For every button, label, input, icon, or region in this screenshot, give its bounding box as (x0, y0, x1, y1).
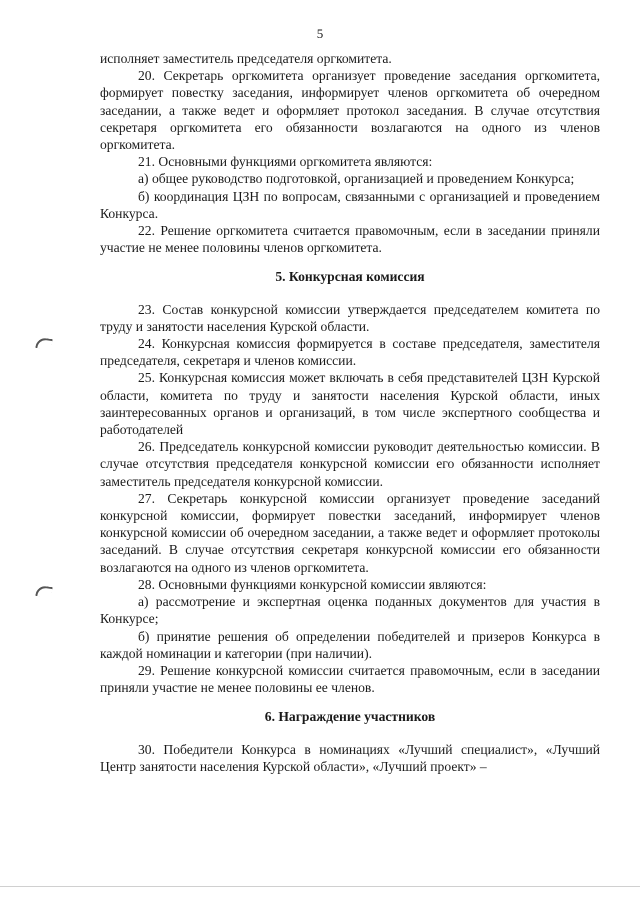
hole-punch-mark (35, 337, 52, 350)
hole-punch-mark (35, 585, 52, 598)
paragraph-23: 23. Состав конкурсной комиссии утверждается председателем комитета по труду и занятости населения Курской области. (100, 301, 600, 334)
list-item-b: б) координация ЦЗН по вопросам, связанными с организацией и проведением Конкурса. (100, 188, 600, 221)
paragraph-26: 26. Председатель конкурсной комиссии руководит деятельностью комиссии. В случае отсутствия председателя конкурсной комиссии его обязанности исполняет заместитель председателя конкурсной комиссии. (100, 439, 600, 489)
scan-edge (0, 886, 640, 887)
paragraph-24: 24. Конкурсная комиссия формируется в составе председателя, заместителя председателя, секретаря и членов комиссии. (100, 336, 600, 369)
paragraph-27: 27. Секретарь конкурсной комиссии организует проведение заседаний конкурсной комиссии, формирует повестки заседаний, информирует членов конкурсной комиссии об очередном заседании, а также ведет и оформляет протоколы заседаний. В случае отсутствия секретаря конкурсной комиссии его обязанности возлагаются на одного из членов оргкомитета. (100, 490, 600, 575)
document-body (100, 50, 600, 775)
paragraph: исполняет заместитель председателя оргкомитета. (100, 51, 392, 66)
section-heading: 5. Конкурсная комиссия (275, 269, 425, 285)
paragraph-25: 25. Конкурсная комиссия может включать в себя представителей ЦЗН Курской области, комитета по труду и занятости населения Курской области, иных заинтересованных органов и организаций, в том числе экспертного сообщества и работодателей (100, 370, 600, 438)
paragraph-20: 20. Секретарь оргкомитета организует проведение заседания оргкомитета, формирует повестку заседания, информирует членов оргкомитета об очередном заседании, а также ведет и оформляет протокол заседания. В случае отсутствия секретаря оргкомитета его обязанности возлагаются на одного из членов оргкомитета. (100, 68, 600, 153)
page-number: 5 (316, 26, 324, 41)
paragraph-30: 30. Победители Конкурса в номинациях «Лучший специалист», «Лучший Центр занятости населения Курской области», «Лучший проект» – (100, 741, 600, 774)
paragraph-29: 29. Решение конкурсной комиссии считается правомочным, если в заседании приняли участие не менее половины ее членов. (100, 662, 600, 696)
section-heading: 6. Награждение участников (264, 709, 436, 725)
paragraph-22: 22. Решение оргкомитета считается правомочным, если в заседании приняли участие не менее половины членов оргкомитета. (100, 223, 600, 256)
paragraph-28: 28. Основными функциями конкурсной комиссии являются: (138, 576, 487, 592)
list-item-a: а) рассмотрение и экспертная оценка поданных документов для участия в Конкурсе; (100, 594, 600, 627)
list-item-a: а) общее руководство подготовкой, организацией и проведением Конкурса; (138, 171, 575, 187)
paragraph-21: 21. Основными функциями оргкомитета являются: (138, 154, 433, 170)
list-item-b: б) принятие решения об определении победителей и призеров Конкурса в каждой номинации и категории (при наличии). (100, 628, 600, 661)
